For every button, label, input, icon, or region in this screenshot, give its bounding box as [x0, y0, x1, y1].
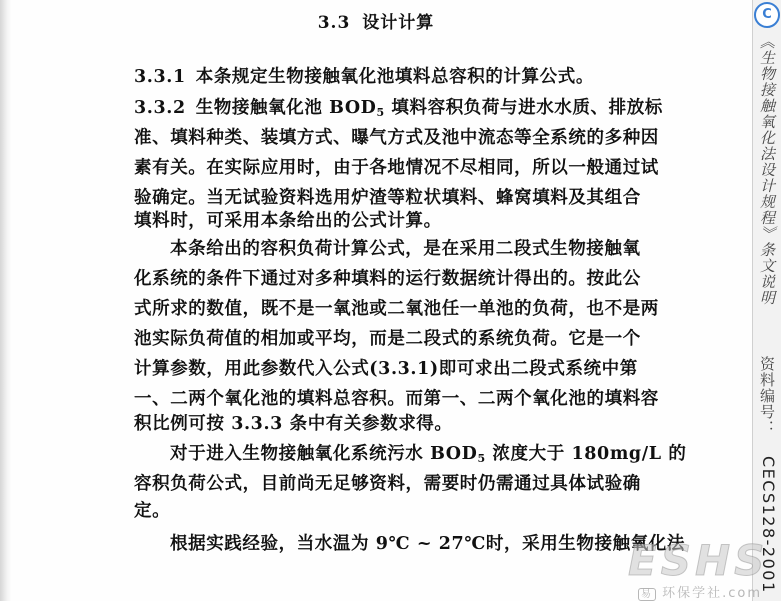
text-line: 验确定。当无试验资料选用炉渣等粒状填料、蜂窝填料及其组合: [134, 188, 641, 208]
clause-text: 本条规定生物接触氧化池填料总容积的计算公式。: [195, 67, 594, 87]
text-line: 填料时，可采用本条给出的公式计算。: [134, 211, 442, 231]
text-line: 本条给出的容积负荷计算公式，是在采用二段式生物接触氧: [170, 239, 641, 259]
watermark-logo: ESHS: [628, 536, 769, 585]
watermark-site: 环保学社: [662, 586, 723, 601]
watermark-paren: 易: [638, 588, 656, 601]
text-line: 素有关。在实际应用时，由于各地情况不尽相同，所以一般通过试: [134, 158, 659, 178]
text-line: 积比例可按 3.3.3 条中有关参数求得。: [134, 414, 453, 434]
watermark-suffix: .com: [722, 586, 763, 601]
line-subscript: 5: [376, 106, 385, 119]
section-title: [0, 8, 752, 33]
document-code: CECS128-2001: [759, 456, 778, 594]
text-line: 池实际负荷值的相加或平均，而是二段式的系统负荷。它是一个: [134, 329, 641, 349]
text-line: 准、填料种类、装填方式、曝气方式及池中流态等全系统的多种因: [134, 128, 659, 148]
clause-number: 3.3.1: [134, 67, 186, 87]
app-logo-icon[interactable]: C: [754, 2, 780, 28]
text-line: [134, 443, 687, 465]
line-text-post: 填料容积负荷与进水水质、排放标: [384, 98, 663, 118]
text-line: 化系统的条件下通过对多种填料的运行数据统计得出的。按此公: [134, 269, 641, 289]
text-line: 容积负荷公式，目前尚无足够资料，需要时仍需通过具体试验确: [134, 474, 641, 494]
line-text-post: 浓度大于 180mg/L 的: [485, 444, 687, 464]
text-line: 根据实践经验，当水温为 9℃ ~ 27℃时，采用生物接触氧化法: [170, 534, 686, 554]
line-text-pre: 生物接触氧化池 BOD: [195, 98, 377, 118]
text-line: 一、二两个氧化池的填料总容积。而第一、二两个氧化池的填料容: [134, 389, 659, 409]
document-title-vertical: 《生物接触氧化法设计规程》条文说明: [758, 34, 776, 306]
document-code-label: 资料编号：: [758, 356, 776, 436]
section-title-text: 设计计算: [362, 13, 435, 33]
clause-line-3-3-1: [134, 66, 664, 88]
line-text-pre: 对于进入生物接触氧化系统污水 BOD: [170, 444, 478, 464]
text-line: 定。: [134, 501, 171, 521]
clause-number: 3.3.2: [134, 98, 186, 118]
text-line: 式所求的数值，既不是一氧池或二氧池任一单池的负荷，也不是两: [134, 299, 659, 319]
section-number: 3.3: [317, 13, 351, 33]
text-line: 计算参数，用此参数代入公式(3.3.1)即可求出二段式系统中第: [134, 359, 638, 379]
line-subscript: 5: [477, 452, 486, 465]
clause-line-3-3-2: [134, 97, 664, 119]
page-shadow-edge: [0, 0, 12, 601]
